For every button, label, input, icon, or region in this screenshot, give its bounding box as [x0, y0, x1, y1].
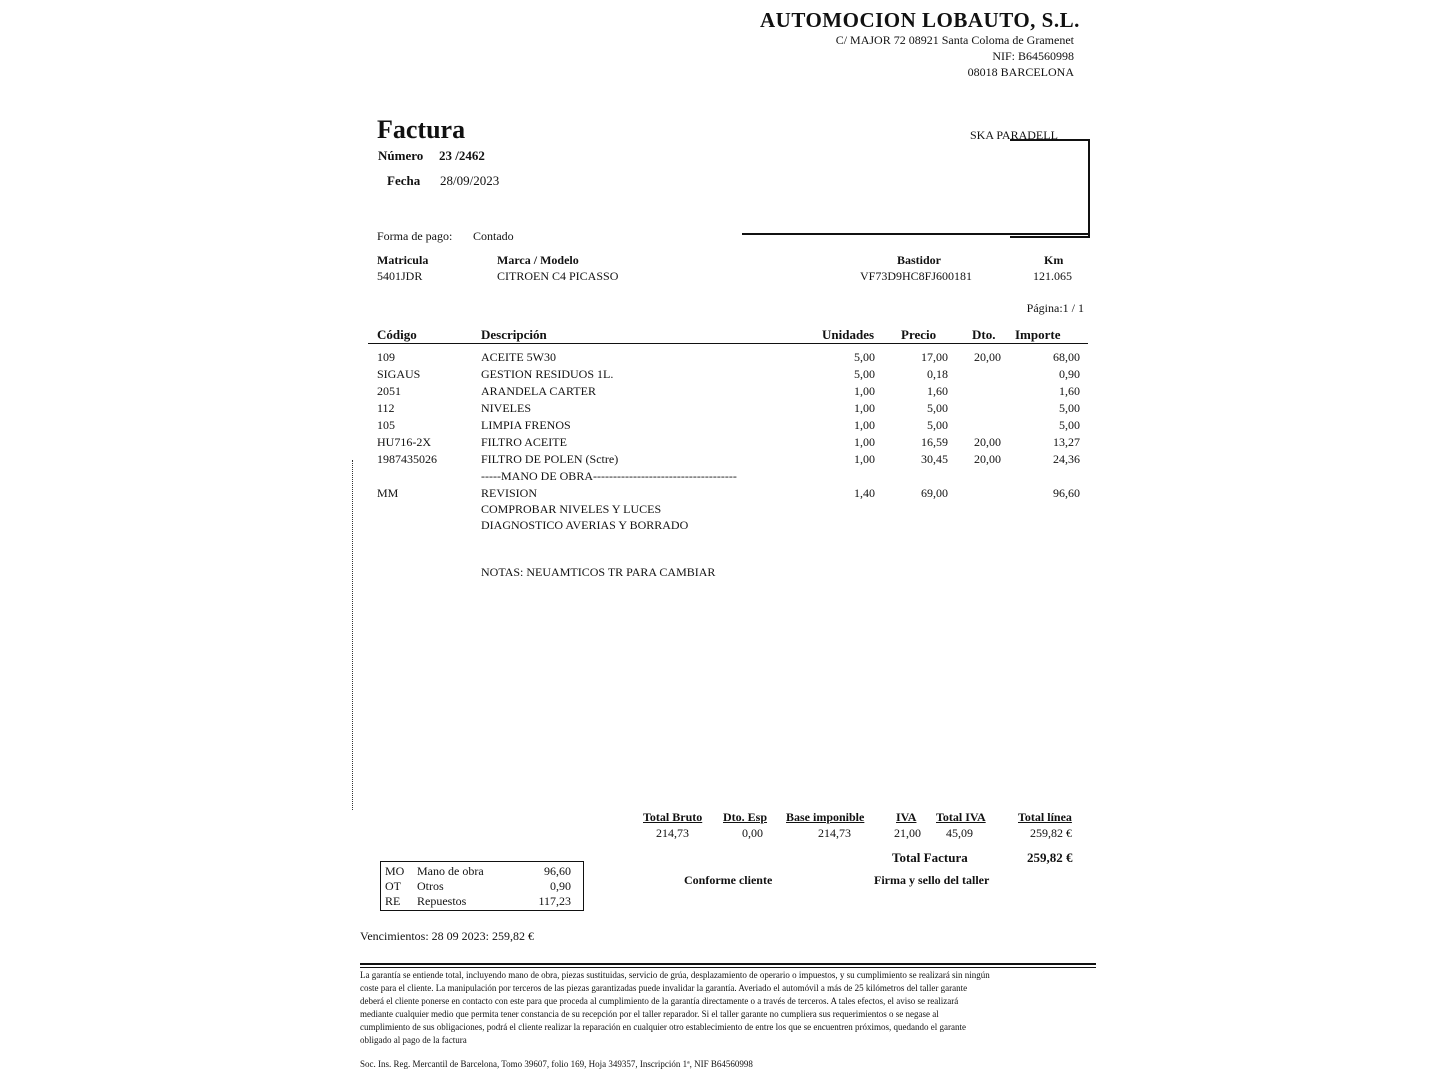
cell-descripcion: COMPROBAR NIVELES Y LUCES: [481, 502, 662, 516]
footer-rule-thin: [360, 967, 1096, 968]
cell-codigo: MM: [377, 486, 399, 500]
cell-descripcion: ACEITE 5W30: [481, 350, 556, 364]
registro-mercantil: Soc. Ins. Reg. Mercantil de Barcelona, Tomo 39607, folio 169, Hoja 349357, Inscripción 1ª, NIF B64560998: [360, 1059, 753, 1069]
base-value: 214,73: [818, 826, 851, 840]
total-iva-value: 45,09: [946, 826, 973, 840]
cell-precio: 30,45: [921, 452, 948, 466]
total-bruto-value: 214,73: [656, 826, 689, 840]
vencimientos: Vencimientos: 28 09 2023: 259,82 €: [360, 929, 534, 943]
cell-importe: 5,00: [1059, 418, 1080, 432]
cell-importe: 0,90: [1059, 367, 1080, 381]
summary-label: Mano de obra: [417, 864, 484, 878]
page-title: Factura: [377, 115, 466, 144]
modelo-label: Marca / Modelo: [497, 253, 579, 267]
summary-code: MO: [385, 864, 405, 878]
cell-descripcion: GESTION RESIDUOS 1L.: [481, 367, 614, 381]
cell-codigo: 105: [377, 418, 395, 432]
legal-line: obligado al pago de la factura: [360, 1035, 467, 1045]
bastidor-label: Bastidor: [897, 253, 942, 267]
invoice-number-value: 23 /2462: [439, 148, 485, 163]
col-header-codigo: Código: [377, 327, 417, 342]
cell-importe: 5,00: [1059, 401, 1080, 415]
cell-descripcion: FILTRO DE POLEN (Sctre): [481, 452, 619, 466]
legal-line: coste para el cliente. La manipulación por terceros de las piezas garantizadas puede invalidar la garantía. Averiado el automóvil a más de 25 kilómetros del taller garante: [360, 983, 968, 993]
cell-descripcion: DIAGNOSTICO AVERIAS Y BORRADO: [481, 518, 689, 532]
cell-importe: 13,27: [1053, 435, 1080, 449]
legal-line: deberá el cliente ponerse en contacto con este para que proceda al cumplimiento de la garantía directamente o a través de terceros. A tales efectos, el aviso se realizará: [360, 996, 959, 1006]
client-box-bottom: [742, 233, 1088, 235]
cell-dto: 20,00: [974, 452, 1001, 466]
invoice-number-label: Número: [378, 148, 424, 163]
cell-descripcion: FILTRO ACEITE: [481, 435, 567, 449]
cell-importe: 1,60: [1059, 384, 1080, 398]
col-header-descripcion: Descripción: [481, 327, 547, 342]
total-factura-value: 259,82 €: [1027, 850, 1073, 865]
col-header-unidades: Unidades: [822, 327, 875, 342]
cell-unidades: 1,40: [854, 486, 875, 500]
summary-code: RE: [385, 894, 401, 908]
cell-descripcion: REVISION: [481, 486, 537, 500]
summary-label: Repuestos: [417, 894, 467, 908]
invoice-date-label: Fecha: [387, 173, 421, 188]
cell-dto: 20,00: [974, 435, 1001, 449]
cell-unidades: 1,00: [854, 452, 875, 466]
client-name-fragment: SKA PARADELL: [970, 128, 1058, 142]
cell-importe: 68,00: [1053, 350, 1080, 364]
iva-value: 21,00: [894, 826, 921, 840]
col-header-importe: Importe: [1015, 327, 1061, 342]
legal-line: mediante cualquier medio que permita tener constancia de su recepción por el taller reparador. Si el taller garante no cumpliera sus requerimientos o se negase al: [360, 1009, 939, 1019]
cell-codigo: SIGAUS: [377, 367, 421, 381]
col-header-dto: Dto.: [972, 327, 996, 342]
bastidor-value: VF73D9HC8FJ600181: [860, 269, 973, 283]
cell-precio: 69,00: [921, 486, 948, 500]
dto-esp-label: Dto. Esp: [723, 810, 768, 824]
legal-line: cumplimiento de sus obligaciones, podrá el cliente realizar la reparación en cualquier otro establecimiento de entre los que se encuentren próximos, quedando el garante: [360, 1022, 967, 1032]
iva-label: IVA: [896, 810, 917, 824]
modelo-value: CITROEN C4 PICASSO: [497, 269, 619, 283]
km-label: Km: [1044, 253, 1064, 267]
cell-codigo: 112: [377, 401, 395, 415]
cell-precio: 5,00: [927, 401, 948, 415]
page-indicator: Página:1 / 1: [1026, 301, 1084, 315]
total-iva-label: Total IVA: [936, 810, 986, 824]
cell-codigo: 1987435026: [377, 452, 437, 466]
cell-precio: 1,60: [927, 384, 948, 398]
summary-value: 0,90: [550, 879, 571, 893]
summary-label: Otros: [417, 879, 444, 893]
cell-unidades: 5,00: [854, 367, 875, 381]
payment-label: Forma de pago:: [377, 229, 453, 243]
footer-rule: [360, 963, 1096, 965]
summary-box: [380, 861, 584, 911]
cell-codigo: HU716-2X: [377, 435, 431, 449]
dto-esp-value: 0,00: [742, 826, 763, 840]
col-header-precio: Precio: [901, 327, 937, 342]
payment-value: Contado: [473, 229, 514, 243]
cell-descripcion: ARANDELA CARTER: [481, 384, 596, 398]
total-bruto-label: Total Bruto: [643, 810, 703, 824]
cell-precio: 16,59: [921, 435, 948, 449]
client-box: [1010, 139, 1090, 238]
total-linea-value: 259,82 €: [1030, 826, 1072, 840]
cell-unidades: 5,00: [854, 350, 875, 364]
company-name: AUTOMOCION LOBAUTO, S.L.: [760, 8, 1080, 32]
cell-descripcion: -----MANO DE OBRA------------------------------------: [481, 469, 737, 483]
cell-importe: 96,60: [1053, 486, 1080, 500]
conforme-cliente: Conforme cliente: [684, 873, 773, 887]
summary-value: 117,23: [538, 894, 571, 908]
notes: NOTAS: NEUAMTICOS TR PARA CAMBIAR: [481, 565, 716, 579]
cell-unidades: 1,00: [854, 401, 875, 415]
company-nif: NIF: B64560998: [992, 49, 1074, 63]
cell-precio: 0,18: [927, 367, 948, 381]
cell-descripcion: LIMPIA FRENOS: [481, 418, 571, 432]
invoice-date-value: 28/09/2023: [440, 173, 500, 188]
km-value: 121.065: [1033, 269, 1072, 283]
side-margin-text: [352, 460, 363, 810]
matricula-label: Matricula: [377, 253, 429, 267]
cell-precio: 5,00: [927, 418, 948, 432]
cell-unidades: 1,00: [854, 435, 875, 449]
cell-unidades: 1,00: [854, 418, 875, 432]
company-address: C/ MAJOR 72 08921 Santa Coloma de Gramenet: [835, 33, 1074, 47]
summary-value: 96,60: [544, 864, 571, 878]
cell-importe: 24,36: [1053, 452, 1080, 466]
cell-dto: 20,00: [974, 350, 1001, 364]
total-linea-label: Total línea: [1018, 810, 1072, 824]
total-factura-label: Total Factura: [892, 850, 968, 865]
company-city: 08018 BARCELONA: [967, 65, 1074, 79]
cell-codigo: 109: [377, 350, 395, 364]
cell-codigo: 2051: [377, 384, 401, 398]
legal-line: La garantía se entiende total, incluyendo mano de obra, piezas sustituidas, servicio de grúa, desplazamiento de operario o impuestos, y su cumplimiento se realizará sin ningún: [360, 970, 990, 980]
matricula-value: 5401JDR: [377, 269, 423, 283]
summary-code: OT: [385, 879, 401, 893]
cell-descripcion: NIVELES: [481, 401, 531, 415]
cell-precio: 17,00: [921, 350, 948, 364]
firma-taller: Firma y sello del taller: [874, 873, 990, 887]
base-label: Base imponible: [786, 810, 865, 824]
table-header-rule: [368, 343, 1088, 344]
cell-unidades: 1,00: [854, 384, 875, 398]
